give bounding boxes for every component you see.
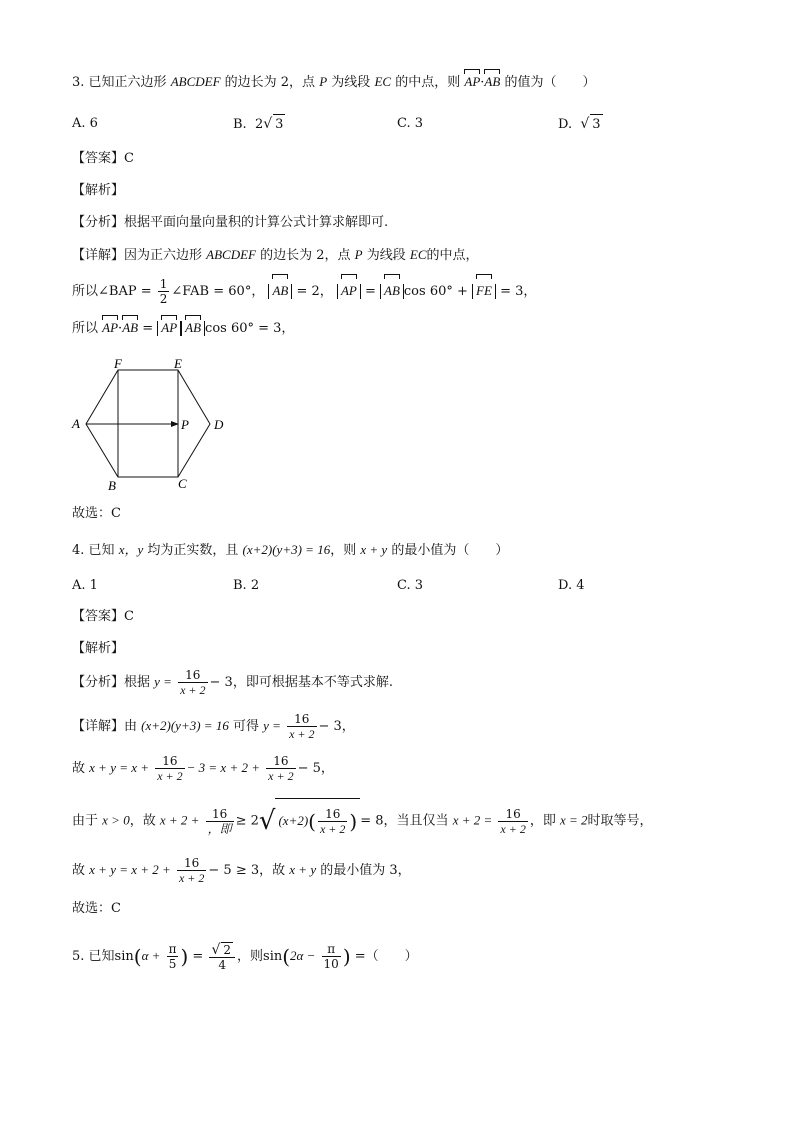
label-c: C — [178, 476, 187, 491]
q4-detail-line4: 故 x + y = x + 2 + $\frac{16}{x + 2}$ − 5 ≥ 3，故 x + y 的最小值为 3， — [72, 856, 411, 885]
q3-option-a: A. 6 — [72, 116, 98, 131]
q4-analysis: 【分析】根据 y = $\frac{16}{x + 2}$ − 3，即可根据基本不等式求解. — [72, 668, 393, 697]
q5-stem: 5. 已知sin(α + $\frac{\pi}{5}$ ) = $\frac{√ 2}{4}$ ，则sin(2α − $\frac{\pi}{10}$ ) =（ ） — [72, 941, 418, 972]
q4-choose: 故选：C — [72, 901, 121, 916]
q4-stem: 4. 已知 x，y 均为正实数，且 (x+2)(y+3) = 16，则 x + y 的最小值为（ ） — [72, 542, 509, 558]
q3-analysis: 【分析】根据平面向量向量积的计算公式计算求解即可. — [72, 215, 389, 230]
q3-detail-line3: 所以 AP·AB = AP AB cos 60° = 3， — [72, 320, 295, 336]
q3-stem: 3. 已知正六边形 ABCDEF 的边长为 2，点 P 为线段 EC 的中点，则 AP·AB 的值为（ ） — [72, 74, 596, 90]
q3-analysis-title: 【解析】 — [72, 183, 125, 198]
q4-detail-line1: 【详解】由 (x+2)(y+3) = 16 可得 y = $\frac{16}{x + 2}$ − 3， — [72, 712, 355, 741]
q3-choose: 故选：C — [72, 506, 121, 521]
label-b: B — [108, 478, 116, 493]
q4-detail-line2: 故 x + y = x + $\frac{16}{x + 2}$ − 3 = x + 2 + $\frac{16}{x + 2}$ − 5， — [72, 754, 334, 783]
hexagon-figure — [68, 352, 238, 497]
q4-answer: 【答案】C — [72, 609, 134, 624]
q3-answer: 【答案】C — [72, 151, 134, 166]
q4-option-c: C. 3 — [397, 578, 424, 593]
q4-detail-line3: 由于 x > 0，故 x + 2 + $\frac{16}{\text{，即}}$ ≥ 2√ (x+2)( $\frac{16}{x + 2}$ ) = 8，当且仅当 x + 2 = $\frac{16}{x + 2}$ ，即 x = 2时取等号， — [72, 798, 653, 844]
q4-option-d: D. 4 — [558, 578, 585, 593]
q3-option-b: B. 2√ 3 — [233, 114, 285, 135]
label-d: D — [214, 417, 224, 432]
label-e: E — [174, 356, 182, 371]
q3-detail-line2: 所以∠BAP = $\frac{1}{2}$ ∠FAB = 60°， AB = 2， AP = AB cos 60° + FE = 3， — [72, 277, 537, 306]
q4-analysis-title: 【解析】 — [72, 641, 125, 656]
q4-option-b: B. 2 — [233, 578, 260, 593]
q3-detail: 【详解】因为正六边形 ABCDEF 的边长为 2，点 P 为线段 EC的中点， — [72, 247, 479, 263]
q3-option-d: D. √ 3 — [558, 114, 603, 135]
label-p: P — [181, 417, 189, 432]
q3-option-c: C. 3 — [397, 116, 424, 131]
label-f: F — [114, 356, 122, 371]
q4-option-a: A. 1 — [72, 578, 98, 593]
label-a: A — [72, 416, 80, 431]
